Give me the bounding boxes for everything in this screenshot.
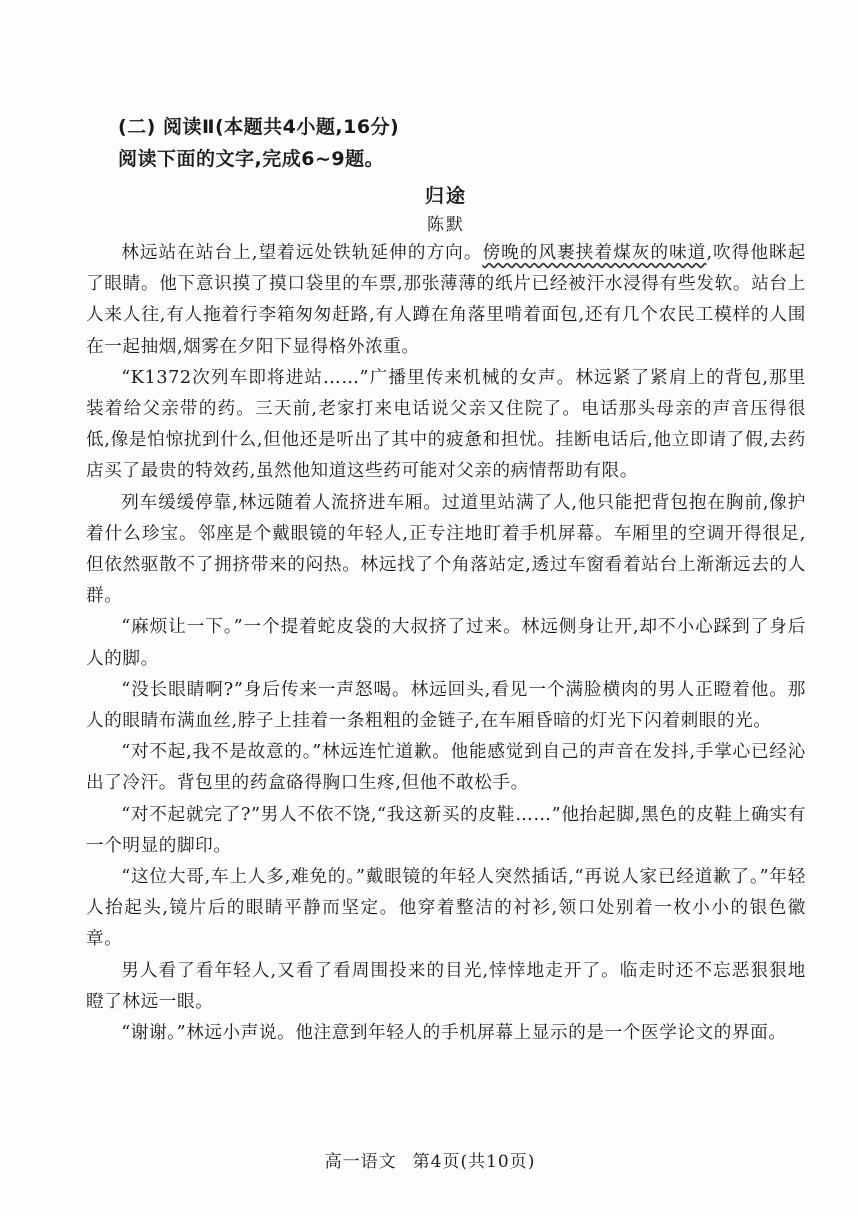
story-title: 归途 — [424, 185, 467, 207]
story-paragraph-2: “K1372次列车即将进站……”广播里传来机械的女声。林远紧了紧肩上的背包,那里装着给父亲带的药。三天前,老家打来电话说父亲又住院了。电话那头母亲的声音压得很低,像是怕惊扰到什么,但他还是听出了其中的疲惫和担忧。挂断电话后,他立即请了假,去药店买了最贵的特效药,虽然他知道这些药可能对父亲的病情帮助有限。 — [86, 367, 806, 482]
underlined-sentence: 傍晚的风裹挟着煤灰的味道 — [482, 243, 707, 263]
story-paragraph-9: 男人看了看年轻人,又看了看周围投来的目光,悻悻地走开了。临走时还不忘恶狠狠地瞪了林远一眼。 — [86, 960, 806, 1012]
story-paragraph-8: “这位大哥,车上人多,难免的。”戴眼镜的年轻人突然插话,“再说人家已经道歉了。”年轻人抬起头,镜片后的眼睛平静而坚定。他穿着整洁的衬衫,领口处别着一枚小小的银色徽章。 — [86, 867, 806, 950]
story-paragraph-3: 列车缓缓停靠,林远随着人流挤进车厢。过道里站满了人,他只能把背包抱在胸前,像护着什么珍宝。邻座是个戴眼镜的年轻人,正专注地盯着手机屏幕。车厢里的空调开得很足,但依然驱散不了拥挤带来的闷热。林远找了个角落站定,透过车窗看着站台上渐渐远去的人群。 — [86, 492, 806, 607]
story-paragraph-5: “没长眼睛啊?”身后传来一声怒喝。林远回头,看见一个满脸横肉的男人正瞪着他。那人的眼睛布满血丝,脖子上挂着一条粗粗的金链子,在车厢昏暗的灯光下闪着刺眼的光。 — [86, 679, 806, 732]
section-instruction: 阅读下面的文字,完成6~9题。 — [118, 148, 385, 170]
story-paragraph-4: “麻烦让一下。”一个提着蛇皮袋的大叔挤了过来。林远侧身让开,却不小心踩到了身后人的脚。 — [86, 617, 806, 669]
story-paragraph-1 — [86, 238, 806, 363]
reading-section — [86, 112, 806, 1049]
story-paragraph-10: “谢谢。”林远小声说。他注意到年轻人的手机屏幕上显示的是一个医学论文的界面。 — [121, 1023, 787, 1044]
paragraph-1-rest: ,吹得他眯起了眼睛。他下意识摸了摸口袋里的车票,那张薄薄的纸片已经被汗水浸得有些发软。站台上人来人往,有人拖着行李箱匆匆赶路,有人蹲在角落里啃着面包,还有几个农民工模样的人围在一起抽烟,烟雾在夕阳下显得格外浓重。 — [86, 243, 806, 357]
page-footer — [0, 1150, 860, 1174]
story-author: 陈默 — [427, 215, 465, 235]
footer-subject: 高一语文 — [324, 1152, 397, 1172]
footer-page-number: 第4页(共10页) — [412, 1152, 536, 1172]
paragraph-1-opening: 林远站在站台上,望着远处铁轨延伸的方向。 — [121, 243, 483, 263]
section-heading: (二) 阅读Ⅱ(本题共4小题,16分) — [118, 116, 400, 138]
story-paragraph-7: “对不起就完了?”男人不依不饶,“我这新买的皮鞋……”他抬起脚,黑色的皮鞋上确实有一个明显的脚印。 — [86, 804, 806, 856]
story-paragraph-6: “对不起,我不是故意的。”林远连忙道歉。他能感觉到自己的声音在发抖,手掌心已经沁出了冷汗。背包里的药盒硌得胸口生疼,但他不敢松手。 — [86, 742, 806, 794]
